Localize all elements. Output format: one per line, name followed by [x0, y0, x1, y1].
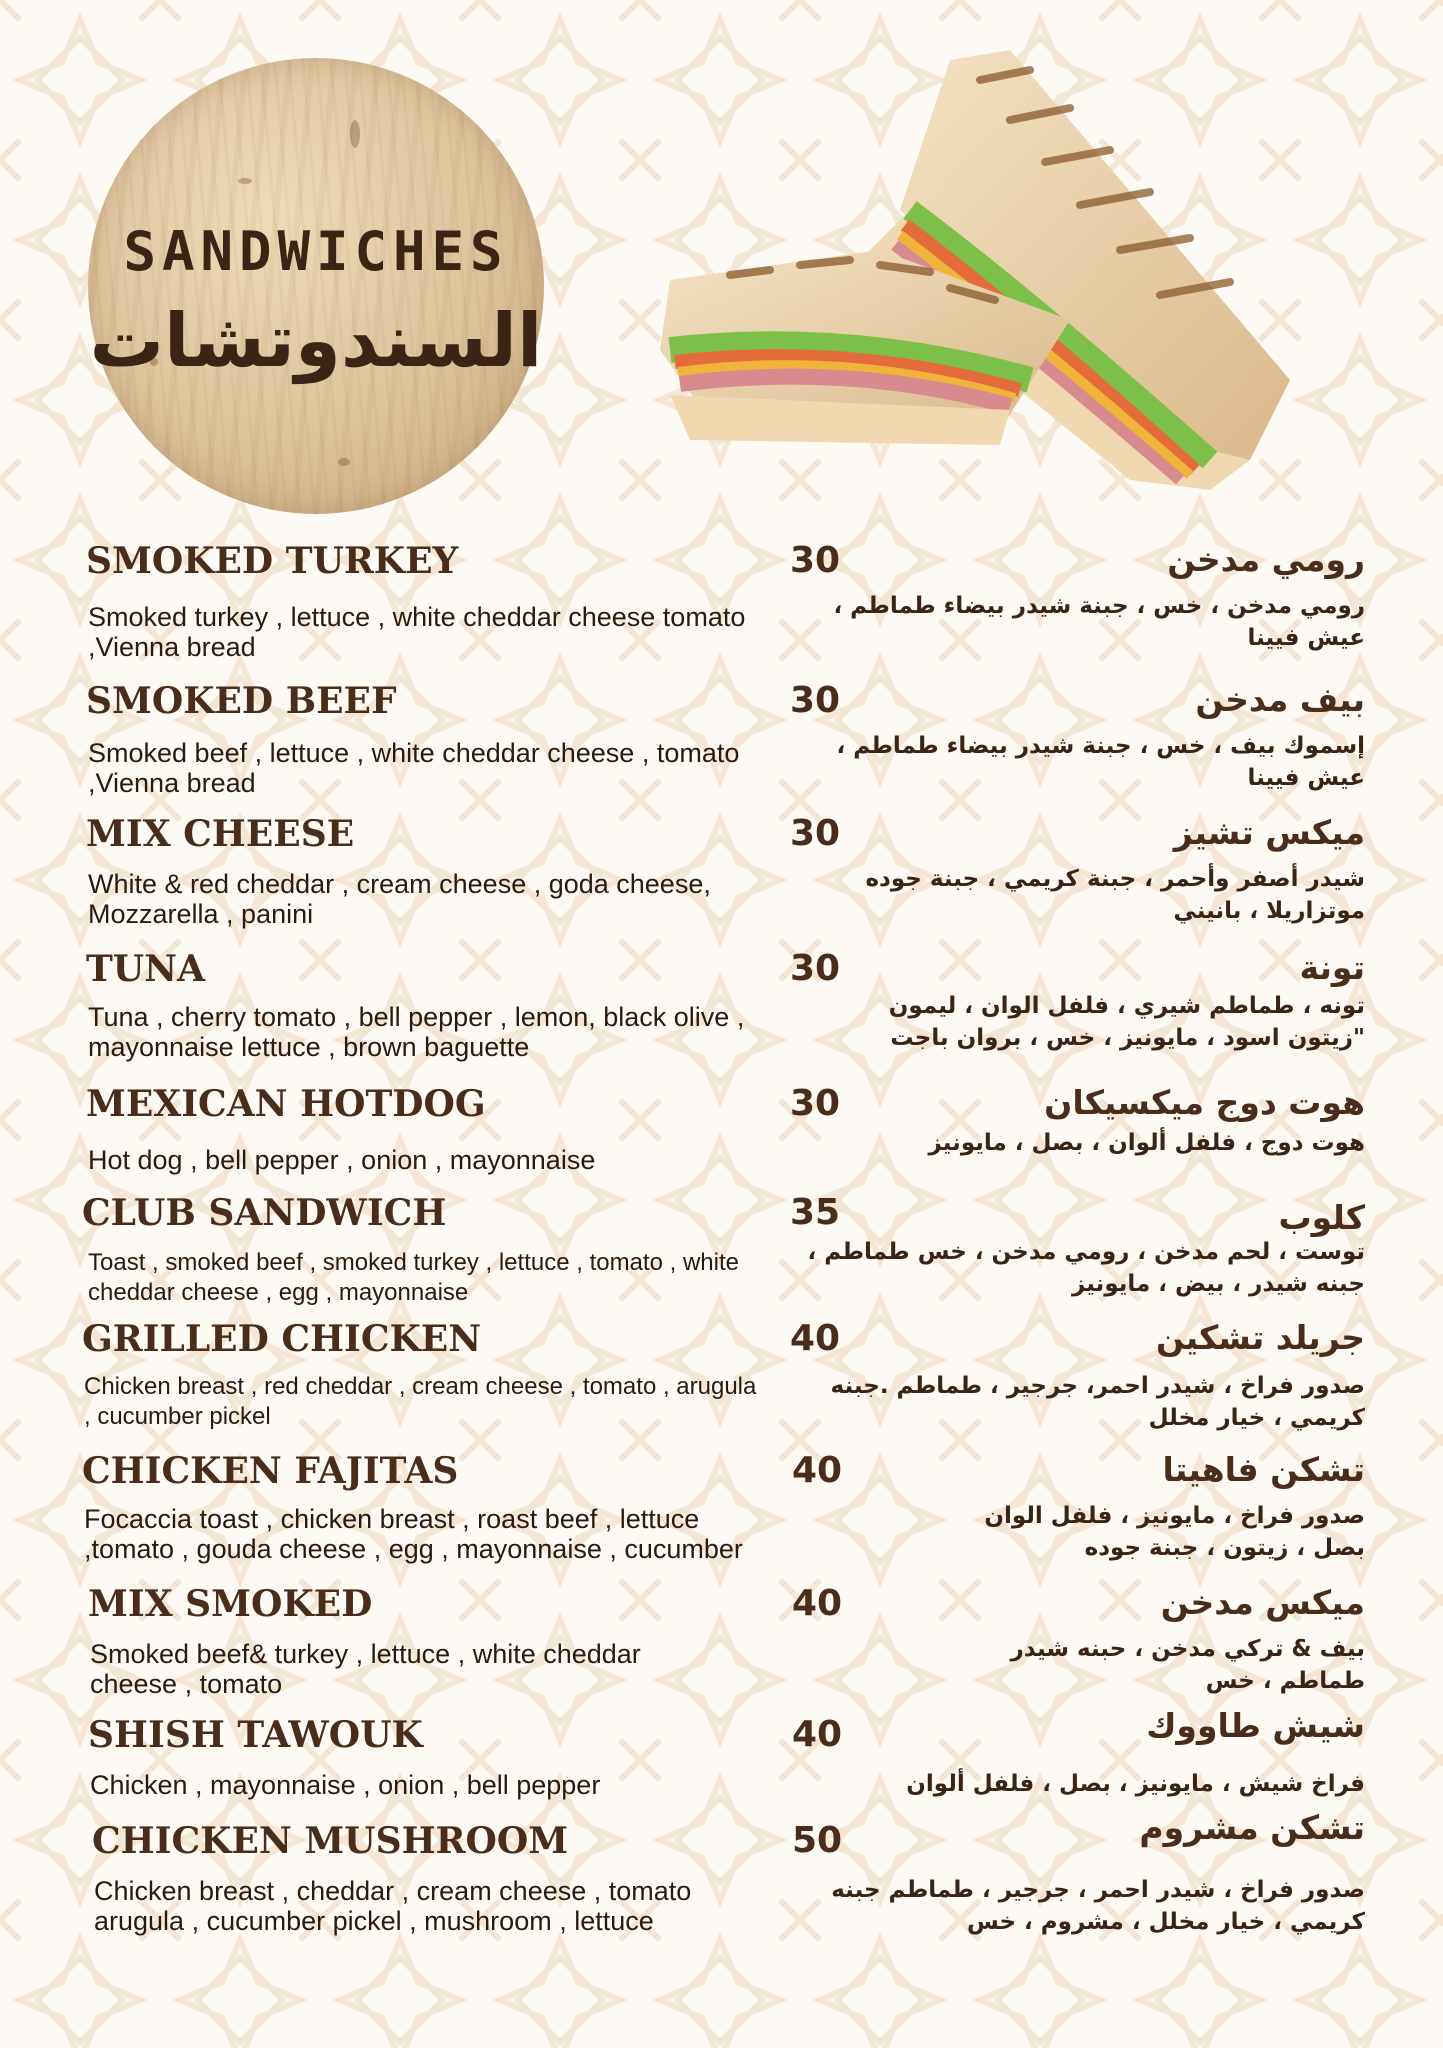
item-description-ar: فراخ شيش ، مايونيز ، بصل ، فلفل ألوان	[906, 1771, 1365, 1797]
item-price: 30	[789, 813, 841, 854]
item-name-en: GRILLED CHICKEN	[82, 1318, 482, 1360]
item-description-en: Smoked beef& turkey , lettuce , white cheddar cheese , tomato	[90, 1639, 641, 1699]
item-description-en: Chicken breast , red cheddar , cream cheese , tomato , arugula , cucumber pickel	[84, 1373, 757, 1430]
item-description-en: Tuna , cherry tomato , bell pepper , lemon, black olive , mayonnaise lettuce , brown baguette	[88, 1002, 745, 1062]
item-description-en: Toast , smoked beef , smoked turkey , lettuce , tomato , white cheddar cheese , egg , mayonnaise	[88, 1249, 739, 1306]
item-description-ar: شيدر أصفر وأحمر ، جبنة كريمي ، جبنة جوده موتزاريلا ، بانيني	[865, 866, 1365, 924]
item-description-ar: بيف & تركي مدخن ، حبنه شيدر طماطم ، خس	[1010, 1636, 1365, 1694]
item-description-en: Smoked beef , lettuce , white cheddar cheese , tomato ,Vienna bread	[88, 738, 740, 798]
item-name-ar: تشكن فاهيتا	[1162, 1450, 1365, 1489]
item-name-ar: رومي مدخن	[1167, 540, 1365, 579]
item-description-ar: توست ، لحم مدخن ، رومي مدخن ، خس طماطم ، جبنه شيدر ، بيض ، مايونيز	[807, 1239, 1365, 1297]
item-name-ar: هوت دوج ميكسيكان	[1044, 1083, 1365, 1122]
item-description-ar: رومي مدخن ، خس ، جبنة شيدر بيضاء طماطم ، عيش فيينا	[833, 593, 1365, 651]
item-description-en: Hot dog , bell pepper , onion , mayonnaise	[88, 1145, 596, 1175]
item-price: 30	[789, 948, 841, 989]
item-price: 30	[789, 540, 841, 581]
item-name-en: CHICKEN FAJITAS	[82, 1450, 459, 1492]
item-name-ar: تونة	[1299, 948, 1365, 987]
item-name-en: CHICKEN MUSHROOM	[92, 1820, 569, 1862]
sandwich-image	[650, 50, 1320, 520]
item-price: 50	[791, 1820, 843, 1861]
item-name-ar: كلوب	[1278, 1198, 1365, 1237]
item-name-en: CLUB SANDWICH	[82, 1192, 447, 1234]
item-price: 40	[789, 1318, 841, 1359]
section-title-en: SANDWICHES	[123, 220, 509, 283]
item-description-en: White & red cheddar , cream cheese , goda cheese, Mozzarella , panini	[88, 869, 711, 929]
item-name-en: TUNA	[86, 948, 206, 990]
item-price: 30	[789, 680, 841, 721]
item-name-en: MIX SMOKED	[88, 1583, 373, 1625]
item-name-en: MIX CHEESE	[86, 813, 355, 855]
item-name-en: SHISH TAWOUK	[88, 1714, 423, 1756]
item-name-ar: بيف مدخن	[1195, 680, 1365, 719]
item-name-en: MEXICAN HOTDOG	[86, 1083, 486, 1125]
item-name-ar: شيش طاووك	[1146, 1706, 1365, 1745]
item-name-en: SMOKED TURKEY	[86, 540, 459, 582]
item-description-ar: هوت دوج ، فلفل ألوان ، بصل ، مايونيز	[928, 1130, 1365, 1156]
item-description-en: Chicken breast , cheddar , cream cheese , tomato arugula , cucumber pickel , mushroom , lettuce	[94, 1876, 692, 1936]
item-price: 40	[791, 1583, 843, 1624]
item-name-ar: ميكس مدخن	[1160, 1583, 1365, 1622]
item-description-en: Smoked turkey , lettuce , white cheddar cheese tomato ,Vienna bread	[88, 602, 746, 662]
item-price: 40	[791, 1450, 843, 1491]
sandwiches-badge	[88, 58, 544, 514]
item-description-ar: صدور فراخ ، مايونيز ، فلفل الوان بصل ، زيتون ، جبنة جوده	[984, 1503, 1365, 1561]
item-description-ar: إسموك بيف ، خس ، جبنة شيدر بيضاء طماطم ، عيش فيينا	[836, 733, 1365, 791]
item-description-ar: صدور فراخ ، شيدر احمر ، جرجير ، طماطم جبنه كريمي ، خيار مخلل ، مشروم ، خس	[831, 1877, 1365, 1935]
item-description-ar: صدور فراخ ، شيدر احمر، جرجير ، طماطم .جبنه كريمي ، خيار مخلل	[830, 1373, 1365, 1431]
item-description-en: Focaccia toast , chicken breast , roast beef , lettuce ,tomato , gouda cheese , egg , mayonnaise , cucumber	[84, 1504, 743, 1564]
item-name-ar: ميكس تشيز	[1173, 813, 1365, 852]
item-name-en: SMOKED BEEF	[86, 680, 397, 722]
item-name-ar: تشكن مشروم	[1139, 1808, 1365, 1847]
item-price: 40	[791, 1714, 843, 1755]
item-name-ar: جريلد تشكين	[1155, 1318, 1365, 1357]
item-description-ar: تونه ، طماطم شيري ، فلفل الوان ، ليمون "زيتون اسود ، مايونيز ، خس ، بروان باجت	[888, 993, 1365, 1051]
item-price: 35	[789, 1192, 841, 1233]
item-price: 30	[789, 1083, 841, 1124]
section-title-ar: السندوتشات	[89, 298, 543, 384]
item-description-en: Chicken , mayonnaise , onion , bell pepper	[90, 1770, 601, 1800]
